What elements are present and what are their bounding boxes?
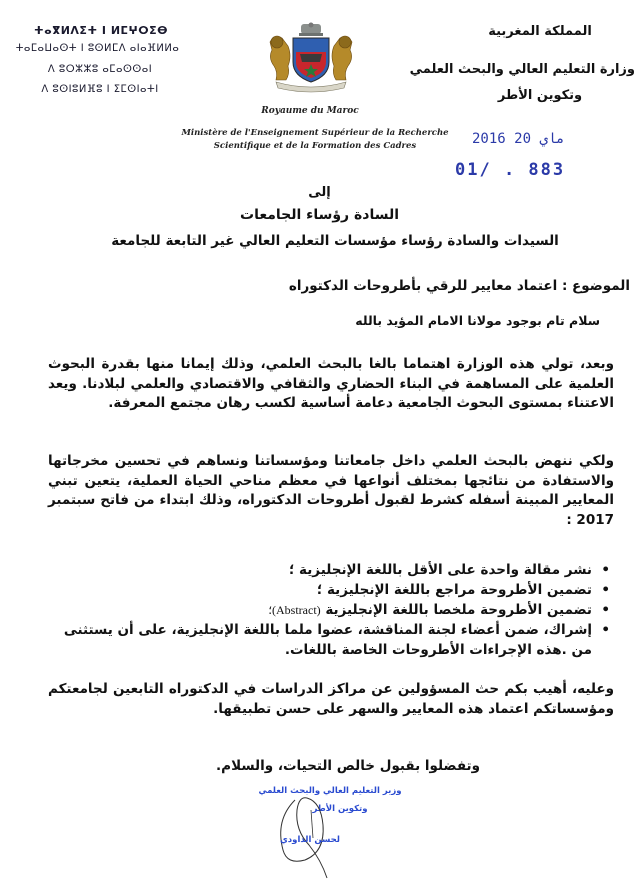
criteria-list	[40, 560, 614, 660]
criteria-text: تضمين الأطروحة ملخصا باللغة الإنجليزية	[325, 602, 592, 618]
recipient-line2: السيدات والسادة رؤساء مؤسسات التعليم العالي غير التابعة للجامعة	[111, 233, 559, 249]
criteria-english-term: (Abstract)؛	[268, 603, 321, 617]
french-ministry-line1: Ministère de l'Enseignement Supérieur de la Recherche	[181, 128, 449, 138]
shield-icon	[293, 38, 329, 82]
signature-minister-name: لحسن الداودي	[280, 835, 340, 845]
paragraph-intro: وبعد، تولي هذه الوزارة اهتماما بالغا بالبحث العلمي، وذلك إيمانا منها بقدرة البحوث العلمية على المساهمة في البناء الحضاري والثقافي والاقتصادي والعلمي لبلادنا. ويعد الاعتناء بمستوى البحوث الجامعية دعامة أساسية لكسب رهان مجتمع المعرفة.	[48, 356, 614, 411]
bullet-icon: •	[601, 582, 610, 598]
criteria-text: إشراك، ضمن أعضاء لجنة المناقشة، عضوا ملما باللغة الإنجليزية، على أن يستثنى من .هذه الإجراءات الأطروحات الخاصة باللغات.	[63, 622, 592, 658]
arabic-ministry-line2: وتكوين الأطر	[497, 88, 583, 103]
paragraph-criteria-intro: ولكي ننهض بالبحث العلمي داخل جامعاتنا ومؤسساتنا ونساهم في تحسين مخرجاتها والاستفادة من نتائجها بمختلف أنواعها في معظم مناحي الحياة العملية، يتعين تبني المعايير المبينة أسفله كشرط لقبول أطروحات الدكتوراه، وذلك ابتداء من فاتح سبتمبر 2017 :	[48, 453, 614, 528]
letter-subject: الموضوع : اعتماد معايير للرقي بأطروحات الدكتوراه	[288, 278, 630, 294]
stamp-date: 2016 ماي 20	[472, 131, 565, 147]
tifinagh-ministry-line3: ⴷ ⵓⵙⵏⵓⵍⴼⵓ ⵏ ⵉⵎⵙⵏⴰⵜⵏ	[41, 84, 159, 95]
arabic-ministry-line1: وزارة التعليم العالي والبحث العلمي	[409, 62, 635, 77]
stamp-reference-number: 01/ . 883	[455, 160, 566, 180]
coat-of-arms-icon	[262, 22, 360, 96]
right-lion-icon	[332, 36, 352, 80]
left-lion-icon	[270, 36, 290, 80]
recipient-line1: السادة رؤساء الجامعات	[240, 207, 399, 223]
recipient-to-label: إلى	[308, 185, 331, 200]
tifinagh-ministry-line2: ⴷ ⵓⵔⵣⵣⵓ ⴰⵎⴰⵙⵙⴰⵏ	[47, 64, 153, 75]
bullet-icon: •	[601, 602, 610, 618]
letter-closing: وتفضلوا بقبول خالص التحيات، والسلام.	[216, 758, 480, 774]
arabic-kingdom-name: المملكة المغربية	[488, 24, 592, 39]
crown-icon	[299, 23, 323, 37]
french-kingdom-name: Royaume du Maroc	[261, 106, 359, 116]
criteria-text: نشر مقالة واحدة على الأقل باللغة الإنجليزية ؛	[288, 562, 592, 578]
signature-title-line2: وتكوين الأطر	[312, 804, 368, 814]
tifinagh-ministry-line1: ⵜⴰⵎⴰⵡⴰⵙⵜ ⵏ ⵓⵙⵍⵎⴷ ⴰⵏⴰⴼⵍⵍⴰ	[15, 43, 180, 54]
bullet-icon: •	[601, 562, 610, 578]
banner-icon	[276, 82, 346, 92]
letter-greeting: سلام تام بوجود مولانا الامام المؤيد بالله	[355, 313, 600, 328]
tifinagh-kingdom-name: ⵜⴰⴳⵍⴷⵉⵜ ⵏ ⵍⵎⵖⵔⵉⴱ	[33, 24, 168, 37]
criteria-item	[40, 580, 614, 600]
french-ministry-line2: Scientifique et de la Formation des Cadres	[213, 141, 417, 151]
criteria-item	[40, 560, 614, 580]
criteria-item	[40, 620, 614, 660]
criteria-text: تضمين الأطروحة مراجع باللغة الإنجليزية ؛	[316, 582, 592, 598]
criteria-item	[40, 600, 614, 620]
bullet-icon: •	[601, 622, 610, 638]
paragraph-request: وعليه، أهيب بكم حث المسؤولين عن مراكز الدراسات في الدكتوراه التابعين لجامعتكم ومؤسساتكم اعتماد هذه المعايير والسهر على حسن تطبيقها.	[48, 681, 614, 717]
signature-title-line1: وزير التعليم العالي والبحث العلمي	[258, 786, 402, 796]
